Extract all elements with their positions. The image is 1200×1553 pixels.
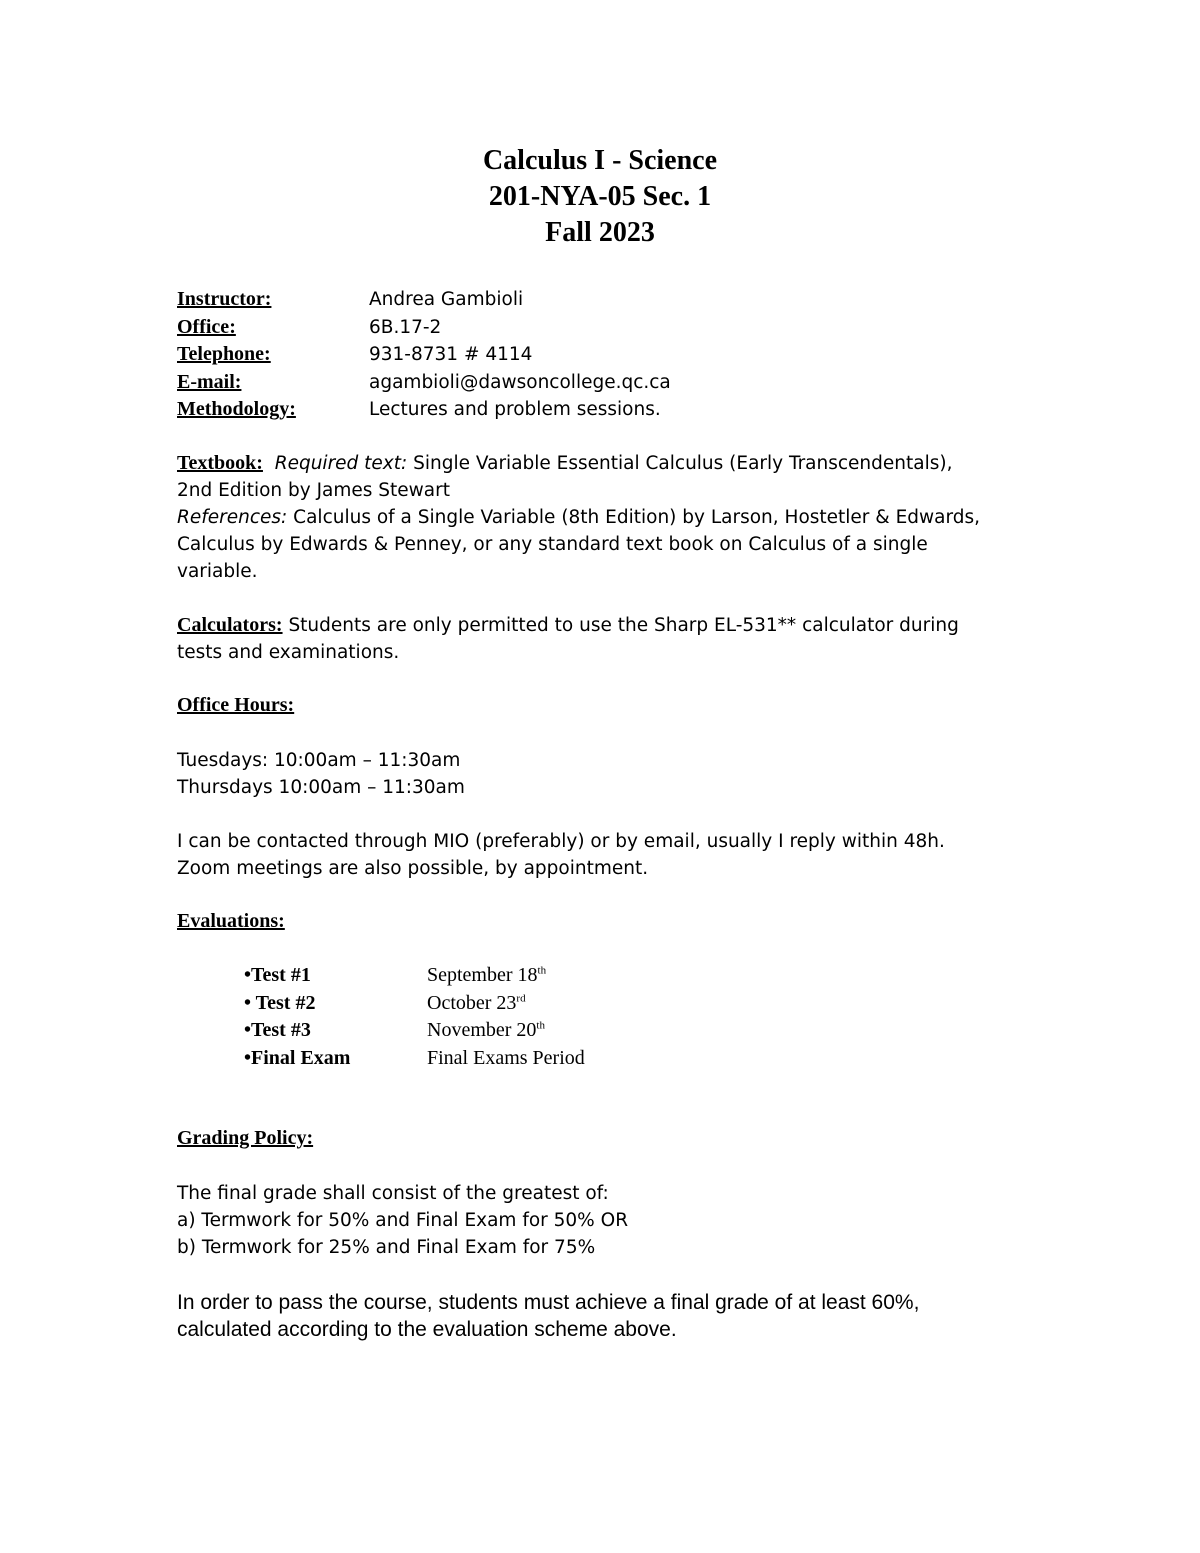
telephone-label: Telephone: — [177, 343, 271, 365]
office-hours-heading: Office Hours: — [177, 694, 295, 716]
pass-requirement-line-1: In order to pass the course, students must achieve a final grade of at least 60%, — [177, 1291, 920, 1314]
evaluation-name: •Final Exam — [244, 1046, 351, 1069]
contact-line-2: Zoom meetings are also possible, by appointment. — [177, 858, 649, 879]
calculators-heading: Calculators: — [177, 614, 283, 636]
office-value: 6B.17-2 — [369, 316, 442, 338]
evaluation-date-suffix: th — [537, 964, 547, 977]
office-hours-heading-block — [177, 692, 1037, 719]
pass-requirement — [177, 1289, 1077, 1343]
evaluation-date — [427, 962, 546, 990]
evaluation-name: •Test #3 — [244, 1019, 311, 1041]
evaluation-name: • Test #2 — [244, 991, 316, 1014]
office-hours-thursday: Thursdays 10:00am – 11:30am — [177, 777, 465, 798]
calculators-section — [177, 612, 1037, 666]
office-label: Office: — [177, 315, 236, 338]
textbook-section — [177, 450, 1037, 585]
telephone-value: 931-8731 # 4114 — [369, 344, 533, 365]
calculators-text: Students are only permitted to use the Sharp EL-531** calculator during — [288, 615, 959, 636]
textbook-heading: Textbook: — [177, 452, 263, 474]
instructor-info — [177, 286, 671, 424]
evaluation-date-text: November 20 — [427, 1019, 537, 1041]
info-row-telephone — [177, 341, 671, 369]
evaluation-date — [427, 990, 526, 1018]
evaluation-item — [244, 1017, 585, 1045]
grading-section — [177, 1180, 1037, 1261]
grading-option-b: b) Termwork for 25% and Final Exam for 75% — [177, 1237, 596, 1258]
evaluation-date-text: September 18 — [427, 964, 538, 986]
course-title-block — [0, 143, 1200, 251]
references-line-2: Calculus by Edwards & Penney, or any standard text book on Calculus of a single — [177, 534, 928, 555]
grading-intro: The final grade shall consist of the greatest of: — [177, 1183, 609, 1204]
office-hours-tuesday: Tuesdays: 10:00am – 11:30am — [177, 750, 461, 771]
references-label: References: — [177, 507, 288, 528]
info-row-methodology — [177, 396, 671, 424]
office-hours-section — [177, 747, 1037, 801]
calculators-line-2: tests and examinations. — [177, 642, 400, 663]
course-title: Calculus I - Science — [482, 145, 718, 176]
evaluation-item — [244, 962, 585, 990]
evaluation-date-suffix: th — [536, 1019, 545, 1032]
evaluation-item — [244, 990, 585, 1018]
methodology-label: Methodology: — [177, 398, 296, 420]
instructor-label: Instructor: — [177, 288, 272, 310]
evaluation-date — [427, 1045, 585, 1073]
email-label: E-mail: — [177, 370, 242, 393]
evaluations-list — [244, 962, 585, 1072]
contact-line-1: I can be contacted through MIO (preferably) or by email, usually I reply within 48h. — [177, 831, 945, 852]
evaluations-heading: Evaluations: — [177, 910, 285, 932]
evaluation-date — [427, 1017, 545, 1045]
instructor-value: Andrea Gambioli — [369, 289, 524, 310]
references-line-1 — [177, 504, 1037, 531]
grading-option-a: a) Termwork for 50% and Final Exam for 50% OR — [177, 1210, 629, 1231]
grading-heading: Grading Policy: — [177, 1127, 314, 1149]
evaluation-date-text: Final Exams Period — [427, 1046, 585, 1069]
references-line-3: variable. — [177, 561, 258, 582]
references-text: Calculus of a Single Variable (8th Edition) by Larson, Hostetler & Edwards, — [293, 507, 981, 528]
course-term: Fall 2023 — [545, 217, 655, 248]
email-value: agambioli@dawsoncollege.qc.ca — [369, 371, 671, 393]
evaluation-date-suffix: rd — [516, 991, 526, 1004]
methodology-value: Lectures and problem sessions. — [369, 399, 661, 420]
required-text: Single Variable Essential Calculus (Early Transcendentals), — [413, 453, 953, 474]
calculators-line-1 — [177, 612, 1037, 639]
info-row-office — [177, 314, 671, 342]
course-code: 201-NYA-05 Sec. 1 — [488, 181, 712, 212]
info-row-instructor — [177, 286, 671, 314]
evaluations-heading-block — [177, 908, 1037, 935]
info-row-email — [177, 369, 671, 397]
evaluation-date-text: October 23 — [427, 991, 517, 1014]
required-text-label: Required text: — [274, 453, 408, 474]
pass-requirement-line-2: calculated according to the evaluation scheme above. — [177, 1318, 677, 1341]
evaluation-item — [244, 1045, 585, 1073]
grading-heading-block — [177, 1125, 1037, 1152]
required-text-line-2: 2nd Edition by James Stewart — [177, 480, 451, 501]
evaluation-name: •Test #1 — [244, 964, 311, 986]
textbook-line-1 — [177, 450, 1037, 477]
contact-section — [177, 828, 1037, 882]
